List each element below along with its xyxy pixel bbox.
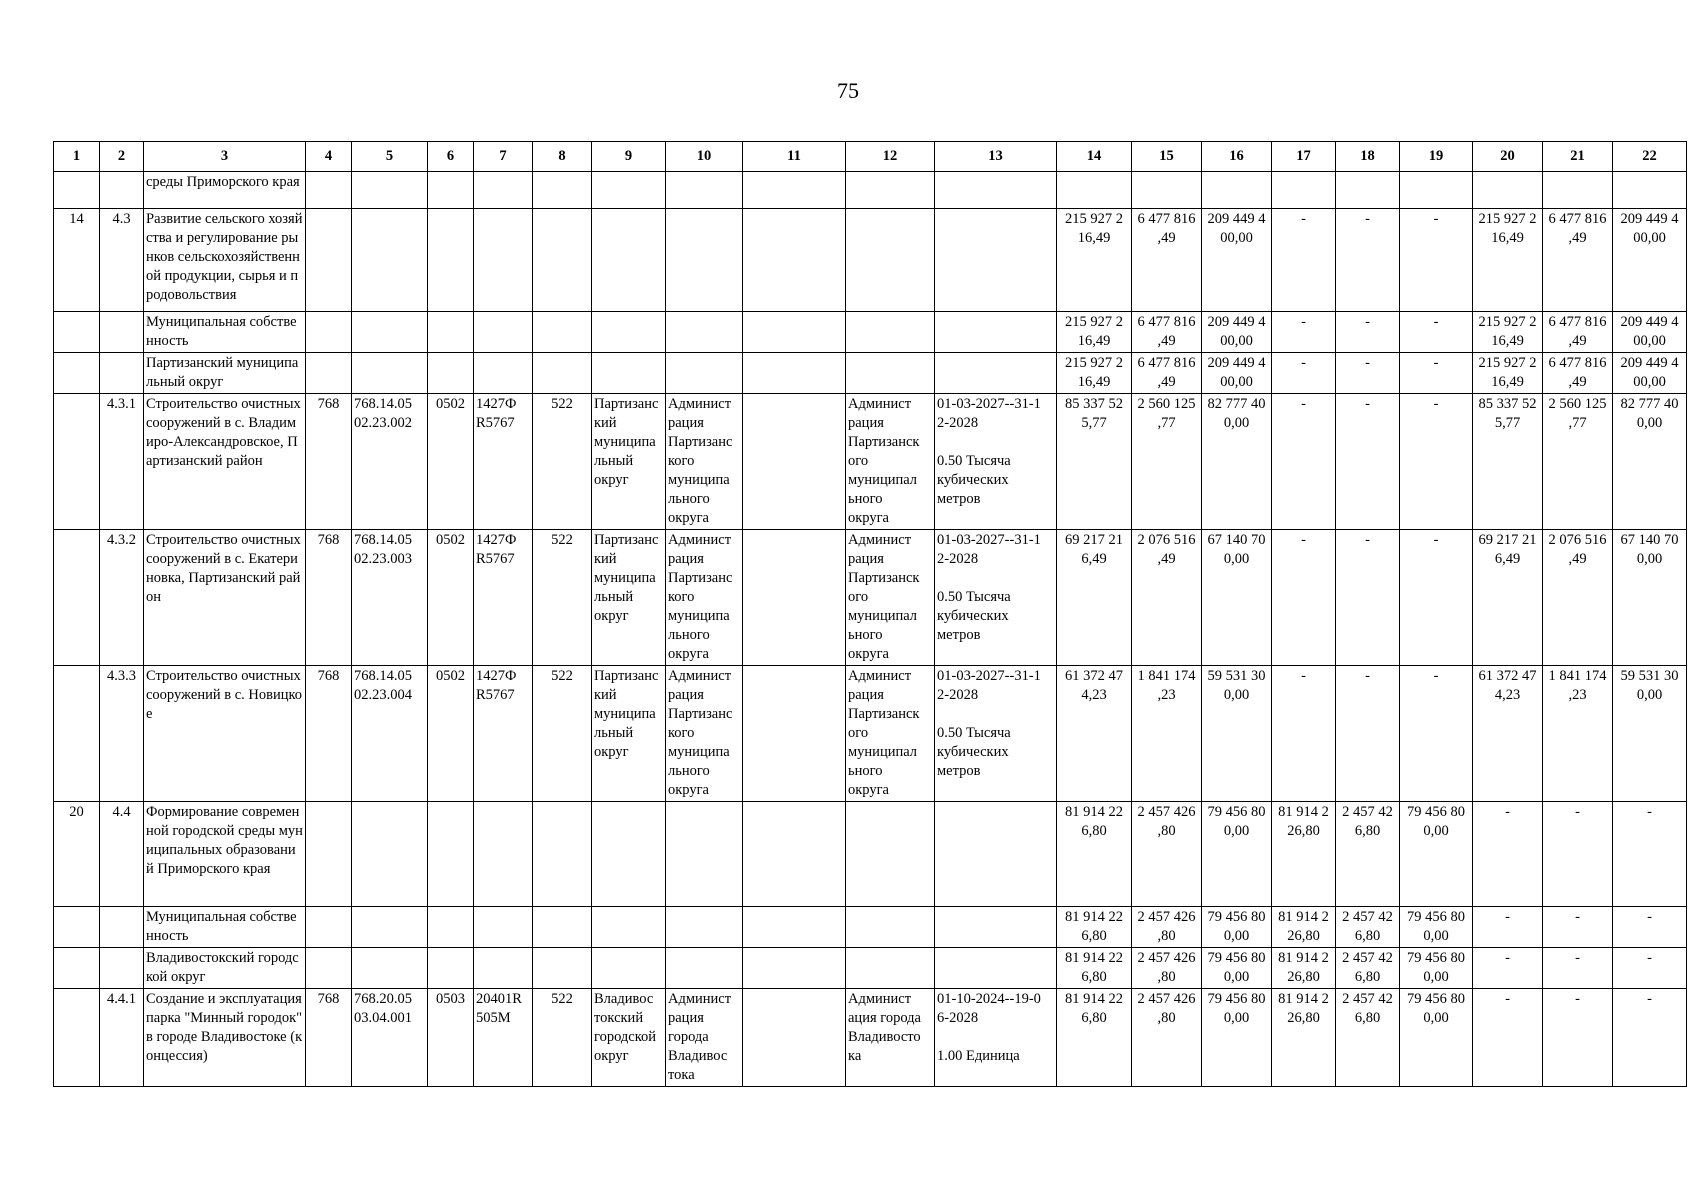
table-cell bbox=[306, 907, 352, 948]
table-cell: Партизанский муниципальный округ bbox=[144, 353, 306, 394]
table-cell: 768.14.05 02.23.004 bbox=[352, 666, 428, 802]
table-cell: 59 531 30 0,00 bbox=[1202, 666, 1272, 802]
table-cell bbox=[846, 948, 935, 989]
table-cell: 79 456 80 0,00 bbox=[1202, 802, 1272, 907]
table-cell: - bbox=[1473, 948, 1543, 989]
table-cell: 768.14.05 02.23.003 bbox=[352, 530, 428, 666]
table-cell: 81 914 22 6,80 bbox=[1057, 907, 1132, 948]
table-cell bbox=[846, 172, 935, 209]
table-cell: - bbox=[1272, 530, 1336, 666]
table-cell: - bbox=[1400, 666, 1473, 802]
table-cell: 01-03-2027--31-1 2-2028 0.50 Тысяча кубических метров bbox=[935, 666, 1057, 802]
table-cell bbox=[533, 907, 592, 948]
table-row bbox=[54, 394, 1687, 530]
table-cell bbox=[743, 353, 846, 394]
table-cell: - bbox=[1613, 907, 1687, 948]
table-cell: 209 449 4 00,00 bbox=[1613, 209, 1687, 312]
table-cell bbox=[743, 209, 846, 312]
table-cell: - bbox=[1400, 530, 1473, 666]
table-cell: 6 477 816 ,49 bbox=[1543, 209, 1613, 312]
table-cell: Админист ация города Владивосто ка bbox=[846, 989, 935, 1087]
column-header: 17 bbox=[1272, 142, 1336, 172]
table-cell: Создание и эксплуатация парка "Минный городок" в городе Владивостоке (концессия) bbox=[144, 989, 306, 1087]
table-cell: 1 841 174 ,23 bbox=[1543, 666, 1613, 802]
table-cell bbox=[306, 172, 352, 209]
table-cell bbox=[533, 802, 592, 907]
table-cell: 209 449 4 00,00 bbox=[1202, 353, 1272, 394]
table-cell bbox=[935, 312, 1057, 353]
table-cell bbox=[743, 948, 846, 989]
column-header: 2 bbox=[100, 142, 144, 172]
table-cell: 81 914 2 26,80 bbox=[1272, 989, 1336, 1087]
table-cell: 6 477 816 ,49 bbox=[1132, 353, 1202, 394]
table-cell bbox=[1543, 172, 1613, 209]
table-cell bbox=[54, 353, 100, 394]
table-cell bbox=[428, 802, 474, 907]
table-cell: Владивостокский городской округ bbox=[144, 948, 306, 989]
table-cell bbox=[352, 353, 428, 394]
column-header: 20 bbox=[1473, 142, 1543, 172]
table-cell bbox=[592, 802, 666, 907]
table-cell bbox=[935, 209, 1057, 312]
column-header: 4 bbox=[306, 142, 352, 172]
table-cell bbox=[743, 907, 846, 948]
table-cell: Муниципальная собственность bbox=[144, 907, 306, 948]
table-cell: 522 bbox=[533, 394, 592, 530]
table-cell: - bbox=[1473, 989, 1543, 1087]
table-cell: - bbox=[1473, 802, 1543, 907]
table-cell bbox=[846, 209, 935, 312]
table-cell: Строительство очистных сооружений в с. Екатериновка, Партизанский район bbox=[144, 530, 306, 666]
table-cell bbox=[1336, 172, 1400, 209]
table-cell bbox=[352, 312, 428, 353]
table-cell: - bbox=[1400, 394, 1473, 530]
table-cell: Развитие сельского хозяйства и регулирование рынков сельскохозяйственной продукции, сырья и продовольствия bbox=[144, 209, 306, 312]
table-cell bbox=[306, 948, 352, 989]
table-cell: 4.4 bbox=[100, 802, 144, 907]
column-header: 13 bbox=[935, 142, 1057, 172]
table-cell: - bbox=[1336, 312, 1400, 353]
table-cell: 67 140 70 0,00 bbox=[1202, 530, 1272, 666]
table-cell: - bbox=[1272, 353, 1336, 394]
table-cell: 209 449 4 00,00 bbox=[1613, 353, 1687, 394]
table-cell: 6 477 816 ,49 bbox=[1132, 312, 1202, 353]
table-cell: 2 560 125 ,77 bbox=[1132, 394, 1202, 530]
table-cell bbox=[54, 989, 100, 1087]
table-cell bbox=[935, 907, 1057, 948]
table-cell: 215 927 2 16,49 bbox=[1057, 209, 1132, 312]
table-cell: Админист рация Партизанск ого муниципал ьного округа bbox=[846, 666, 935, 802]
table-cell bbox=[1272, 172, 1336, 209]
table-cell: 768 bbox=[306, 394, 352, 530]
table-row bbox=[54, 172, 1687, 209]
table-cell bbox=[352, 907, 428, 948]
column-header: 12 bbox=[846, 142, 935, 172]
table-cell: 522 bbox=[533, 989, 592, 1087]
table-cell: 2 457 426 ,80 bbox=[1132, 802, 1202, 907]
table-cell: 215 927 2 16,49 bbox=[1473, 312, 1543, 353]
table-cell bbox=[935, 172, 1057, 209]
table-cell: 2 457 42 6,80 bbox=[1336, 948, 1400, 989]
table-cell: 01-03-2027--31-1 2-2028 0.50 Тысяча кубических метров bbox=[935, 530, 1057, 666]
table-cell: - bbox=[1543, 989, 1613, 1087]
table-cell: 79 456 80 0,00 bbox=[1400, 948, 1473, 989]
table-cell bbox=[1400, 172, 1473, 209]
column-header: 3 bbox=[144, 142, 306, 172]
table-cell: Админист рация Партизанс кого муниципа льного округа bbox=[666, 394, 743, 530]
table-cell: 522 bbox=[533, 530, 592, 666]
table-cell bbox=[428, 948, 474, 989]
table-cell bbox=[474, 907, 533, 948]
table-cell: 768.14.05 02.23.002 bbox=[352, 394, 428, 530]
table-cell: - bbox=[1272, 666, 1336, 802]
table-cell bbox=[846, 312, 935, 353]
table-cell: 209 449 4 00,00 bbox=[1202, 312, 1272, 353]
table-cell bbox=[352, 209, 428, 312]
table-cell: 81 914 22 6,80 bbox=[1057, 989, 1132, 1087]
table-cell bbox=[428, 312, 474, 353]
table-cell bbox=[352, 802, 428, 907]
table-cell: 6 477 816 ,49 bbox=[1543, 353, 1613, 394]
table-cell: 4.3 bbox=[100, 209, 144, 312]
table-cell bbox=[666, 312, 743, 353]
table-cell: Партизанс кий муниципа льный округ bbox=[592, 394, 666, 530]
table-cell: - bbox=[1543, 948, 1613, 989]
table-cell: 81 914 2 26,80 bbox=[1272, 802, 1336, 907]
table-cell: 209 449 4 00,00 bbox=[1202, 209, 1272, 312]
column-header: 22 bbox=[1613, 142, 1687, 172]
table-cell bbox=[54, 948, 100, 989]
table-cell: - bbox=[1613, 802, 1687, 907]
table-cell: 2 560 125 ,77 bbox=[1543, 394, 1613, 530]
table-cell: Муниципальная собственность bbox=[144, 312, 306, 353]
table-cell bbox=[306, 802, 352, 907]
table-cell: 01-03-2027--31-1 2-2028 0.50 Тысяча кубических метров bbox=[935, 394, 1057, 530]
table-cell bbox=[54, 907, 100, 948]
table-cell bbox=[743, 172, 846, 209]
table-cell bbox=[54, 394, 100, 530]
column-header: 7 bbox=[474, 142, 533, 172]
table-cell: Строительство очистных сооружений в с. Владимиро-Александровское, Партизанский район bbox=[144, 394, 306, 530]
table-cell: Формирование современной городской среды муниципальных образований Приморского края bbox=[144, 802, 306, 907]
table-cell: 1427Ф R5767 bbox=[474, 666, 533, 802]
table-cell bbox=[743, 394, 846, 530]
table-cell bbox=[428, 172, 474, 209]
table-cell: - bbox=[1473, 907, 1543, 948]
table-cell: 215 927 2 16,49 bbox=[1057, 312, 1132, 353]
table-cell bbox=[533, 948, 592, 989]
table-cell: Владивос токский городской округ bbox=[592, 989, 666, 1087]
table-cell: 01-10-2024--19-0 6-2028 1.00 Единица bbox=[935, 989, 1057, 1087]
table-cell: Админист рация Партизанск ого муниципал ьного округа bbox=[846, 394, 935, 530]
table-cell: 61 372 47 4,23 bbox=[1057, 666, 1132, 802]
table-cell: - bbox=[1336, 530, 1400, 666]
table-cell: - bbox=[1400, 209, 1473, 312]
table-cell bbox=[743, 802, 846, 907]
table-cell: Партизанс кий муниципа льный округ bbox=[592, 530, 666, 666]
table-cell bbox=[1613, 172, 1687, 209]
column-header: 6 bbox=[428, 142, 474, 172]
page-number: 75 bbox=[837, 78, 859, 103]
column-header: 19 bbox=[1400, 142, 1473, 172]
table-cell bbox=[352, 172, 428, 209]
table-cell: 85 337 52 5,77 bbox=[1057, 394, 1132, 530]
table-cell: среды Приморского края bbox=[144, 172, 306, 209]
table-cell: 81 914 22 6,80 bbox=[1057, 948, 1132, 989]
table-cell bbox=[54, 530, 100, 666]
table-cell bbox=[592, 209, 666, 312]
table-cell: 2 457 426 ,80 bbox=[1132, 907, 1202, 948]
table-cell bbox=[1202, 172, 1272, 209]
column-header: 15 bbox=[1132, 142, 1202, 172]
table-cell bbox=[743, 666, 846, 802]
table-cell bbox=[428, 209, 474, 312]
table-row bbox=[54, 209, 1687, 312]
table-cell bbox=[743, 989, 846, 1087]
table-cell: 768 bbox=[306, 989, 352, 1087]
table-cell bbox=[474, 353, 533, 394]
budget-table bbox=[53, 141, 1687, 1087]
table-cell bbox=[743, 312, 846, 353]
table-cell: - bbox=[1272, 209, 1336, 312]
table-cell bbox=[666, 353, 743, 394]
table-cell bbox=[474, 948, 533, 989]
table-cell: 67 140 70 0,00 bbox=[1613, 530, 1687, 666]
table-cell: - bbox=[1613, 948, 1687, 989]
table-cell: - bbox=[1543, 907, 1613, 948]
table-cell bbox=[846, 907, 935, 948]
table-cell bbox=[54, 172, 100, 209]
table-cell bbox=[474, 172, 533, 209]
table-cell: 0503 bbox=[428, 989, 474, 1087]
table-cell bbox=[306, 353, 352, 394]
table-header-row bbox=[54, 142, 1687, 172]
table-cell: 81 914 22 6,80 bbox=[1057, 802, 1132, 907]
table-cell: Админист рация города Владивос тока bbox=[666, 989, 743, 1087]
column-header: 10 bbox=[666, 142, 743, 172]
table-row bbox=[54, 666, 1687, 802]
table-cell bbox=[666, 907, 743, 948]
table-cell: 2 076 516 ,49 bbox=[1132, 530, 1202, 666]
table-cell bbox=[935, 948, 1057, 989]
table-cell: 82 777 40 0,00 bbox=[1613, 394, 1687, 530]
table-cell: 2 457 42 6,80 bbox=[1336, 802, 1400, 907]
table-cell: 0502 bbox=[428, 530, 474, 666]
table-cell: 2 457 42 6,80 bbox=[1336, 907, 1400, 948]
table-cell: 20 bbox=[54, 802, 100, 907]
table-cell: 4.4.1 bbox=[100, 989, 144, 1087]
table-cell: Админист рация Партизанс кого муниципа льного округа bbox=[666, 530, 743, 666]
table-cell bbox=[474, 209, 533, 312]
table-cell: Партизанс кий муниципа льный округ bbox=[592, 666, 666, 802]
table-row bbox=[54, 312, 1687, 353]
column-header: 8 bbox=[533, 142, 592, 172]
table-row bbox=[54, 802, 1687, 907]
column-header: 9 bbox=[592, 142, 666, 172]
table-row bbox=[54, 907, 1687, 948]
table-cell: 4.3.2 bbox=[100, 530, 144, 666]
table-cell: 0502 bbox=[428, 666, 474, 802]
table-cell: - bbox=[1272, 394, 1336, 530]
table-cell: - bbox=[1543, 802, 1613, 907]
table-cell bbox=[533, 353, 592, 394]
table-cell: - bbox=[1400, 312, 1473, 353]
table-cell: 79 456 80 0,00 bbox=[1202, 948, 1272, 989]
table-cell bbox=[666, 948, 743, 989]
table-cell bbox=[935, 353, 1057, 394]
table-cell: 522 bbox=[533, 666, 592, 802]
table-cell bbox=[592, 312, 666, 353]
table-cell bbox=[100, 948, 144, 989]
table-cell: - bbox=[1336, 209, 1400, 312]
table-cell: 768 bbox=[306, 666, 352, 802]
table-cell: 79 456 80 0,00 bbox=[1400, 907, 1473, 948]
column-header: 21 bbox=[1543, 142, 1613, 172]
table-cell bbox=[1132, 172, 1202, 209]
table-cell bbox=[54, 312, 100, 353]
table-cell: Админист рация Партизанск ого муниципал ьного округа bbox=[846, 530, 935, 666]
table-cell: - bbox=[1272, 312, 1336, 353]
table-cell: Строительство очистных сооружений в с. Новицкое bbox=[144, 666, 306, 802]
table-cell: 215 927 2 16,49 bbox=[1057, 353, 1132, 394]
table-cell bbox=[666, 172, 743, 209]
table-cell: 768 bbox=[306, 530, 352, 666]
table-cell bbox=[533, 312, 592, 353]
table-cell: 81 914 2 26,80 bbox=[1272, 907, 1336, 948]
table-cell: 14 bbox=[54, 209, 100, 312]
table-row bbox=[54, 530, 1687, 666]
table-cell: 81 914 2 26,80 bbox=[1272, 948, 1336, 989]
table-cell: 209 449 4 00,00 bbox=[1613, 312, 1687, 353]
table-cell: 4.3.3 bbox=[100, 666, 144, 802]
table-cell: 215 927 2 16,49 bbox=[1473, 209, 1543, 312]
table-cell bbox=[100, 353, 144, 394]
table-cell bbox=[666, 802, 743, 907]
table-cell bbox=[592, 353, 666, 394]
table-cell: 1427Ф R5767 bbox=[474, 394, 533, 530]
table-cell bbox=[474, 802, 533, 907]
table-cell: 6 477 816 ,49 bbox=[1543, 312, 1613, 353]
table-cell: - bbox=[1336, 394, 1400, 530]
table-cell: 20401R 505M bbox=[474, 989, 533, 1087]
table-cell: 2 457 42 6,80 bbox=[1336, 989, 1400, 1087]
table-cell: - bbox=[1613, 989, 1687, 1087]
column-header: 1 bbox=[54, 142, 100, 172]
table-cell bbox=[306, 209, 352, 312]
table-cell: 82 777 40 0,00 bbox=[1202, 394, 1272, 530]
table-cell bbox=[100, 312, 144, 353]
table-cell bbox=[100, 907, 144, 948]
table-cell: 2 076 516 ,49 bbox=[1543, 530, 1613, 666]
table-cell: Админист рация Партизанс кого муниципа льного округа bbox=[666, 666, 743, 802]
column-header: 16 bbox=[1202, 142, 1272, 172]
table-row bbox=[54, 948, 1687, 989]
table-cell: - bbox=[1400, 353, 1473, 394]
table-cell: 79 456 80 0,00 bbox=[1202, 989, 1272, 1087]
table-cell: 85 337 52 5,77 bbox=[1473, 394, 1543, 530]
table-cell: 6 477 816 ,49 bbox=[1132, 209, 1202, 312]
table-cell bbox=[533, 172, 592, 209]
table-cell bbox=[474, 312, 533, 353]
table-cell bbox=[592, 172, 666, 209]
table-cell: 1 841 174 ,23 bbox=[1132, 666, 1202, 802]
table-cell: 69 217 21 6,49 bbox=[1057, 530, 1132, 666]
table-cell bbox=[352, 948, 428, 989]
table-cell: 1427Ф R5767 bbox=[474, 530, 533, 666]
table-cell bbox=[54, 666, 100, 802]
table-cell bbox=[846, 353, 935, 394]
table-cell: 215 927 2 16,49 bbox=[1473, 353, 1543, 394]
table-cell bbox=[1473, 172, 1543, 209]
table-cell: 59 531 30 0,00 bbox=[1613, 666, 1687, 802]
table-cell bbox=[935, 802, 1057, 907]
table-cell bbox=[743, 530, 846, 666]
table-cell bbox=[306, 312, 352, 353]
table-cell: 0502 bbox=[428, 394, 474, 530]
table-row bbox=[54, 989, 1687, 1087]
table-cell: - bbox=[1336, 353, 1400, 394]
table-cell: 2 457 426 ,80 bbox=[1132, 948, 1202, 989]
table-cell bbox=[592, 948, 666, 989]
table-cell bbox=[428, 353, 474, 394]
table-cell: 79 456 80 0,00 bbox=[1202, 907, 1272, 948]
column-header: 5 bbox=[352, 142, 428, 172]
column-header: 14 bbox=[1057, 142, 1132, 172]
column-header: 18 bbox=[1336, 142, 1400, 172]
table-cell: 61 372 47 4,23 bbox=[1473, 666, 1543, 802]
table-cell bbox=[846, 802, 935, 907]
table-cell bbox=[100, 172, 144, 209]
column-header: 11 bbox=[743, 142, 846, 172]
table-cell bbox=[666, 209, 743, 312]
table-cell bbox=[592, 907, 666, 948]
table-cell: 79 456 80 0,00 bbox=[1400, 989, 1473, 1087]
table-cell: 69 217 21 6,49 bbox=[1473, 530, 1543, 666]
table-row bbox=[54, 353, 1687, 394]
table-cell: 4.3.1 bbox=[100, 394, 144, 530]
table-cell bbox=[428, 907, 474, 948]
table-cell bbox=[1057, 172, 1132, 209]
table-cell bbox=[533, 209, 592, 312]
table-cell: - bbox=[1336, 666, 1400, 802]
table-cell: 2 457 426 ,80 bbox=[1132, 989, 1202, 1087]
table-cell: 79 456 80 0,00 bbox=[1400, 802, 1473, 907]
table-cell: 768.20.05 03.04.001 bbox=[352, 989, 428, 1087]
